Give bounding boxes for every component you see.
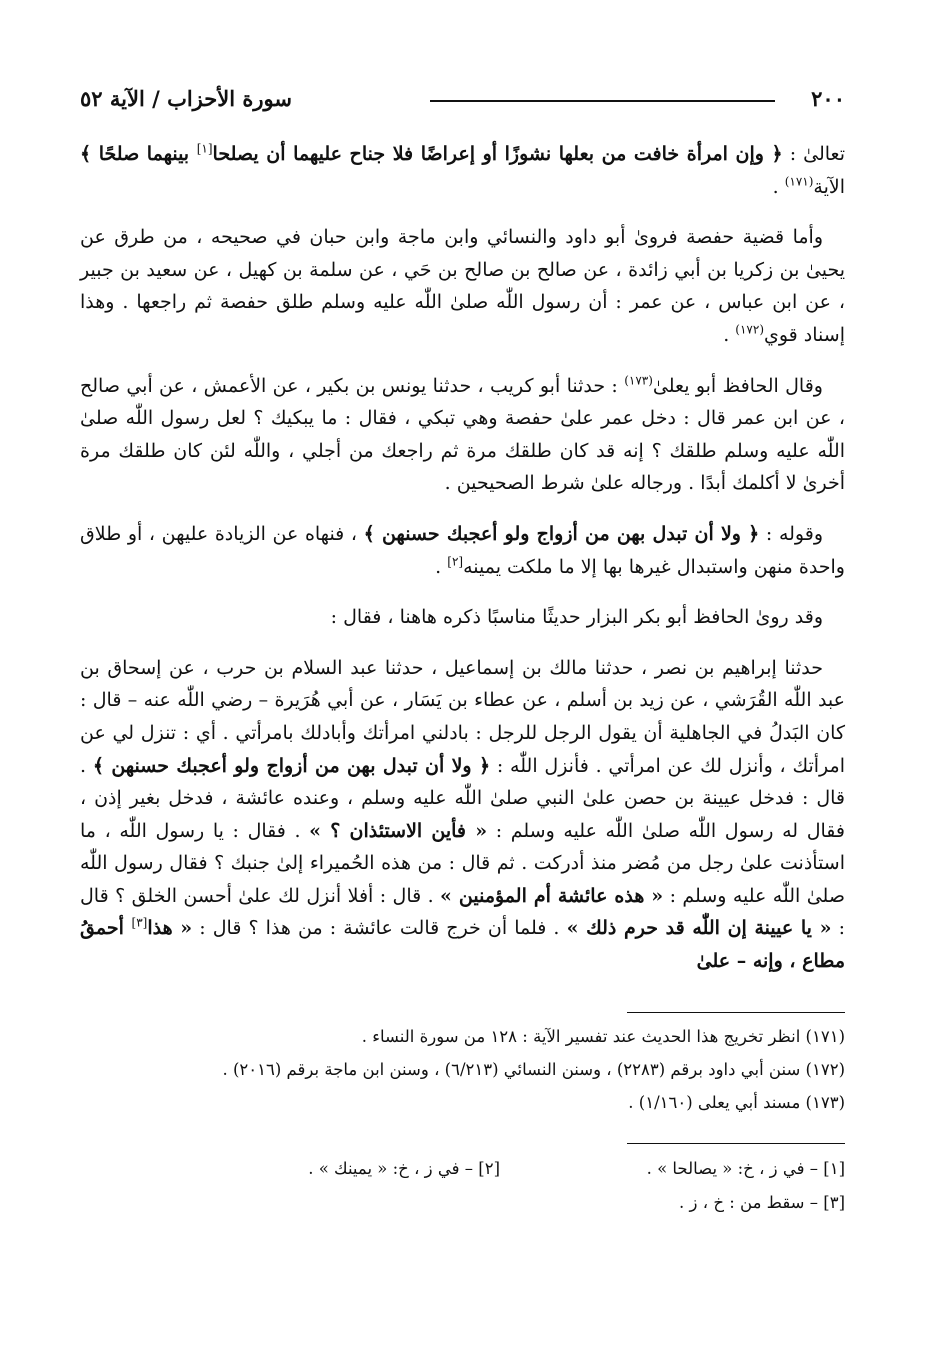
variants-separator (627, 1143, 845, 1144)
text-run: . (435, 555, 448, 578)
header-rule (430, 100, 775, 102)
variant-marker: [١] (196, 141, 213, 156)
variants-row (80, 1186, 845, 1220)
hadith-quote: أحمقُ مطاع ، وإنه – علىٰ (80, 917, 845, 973)
quran-quote: ﴿ وإن امرأة خافت من بعلها نشوزًا أو إعراضًا فلا جناح عليهما أن يصلحا (212, 143, 783, 165)
text-run: : حدثنا أبو كريب ، حدثنا يونس بن بكير ، عن الأعمش ، عن أبي صالح ، عن ابن عمر قال : دخل عمر علىٰ حفصة وهي تبكي ، فقال : ما يبكيك ؟ لعل رسول اللّٰه صلىٰ اللّٰه عليه وسلم طلقك ؟ إنه قد كان طلقك مرة ثم راجعك من أجلي ، واللّٰه لئن كان طلقك مرة أخرىٰ لا أكلمك أبدًا . ورجاله علىٰ شرط الصحيحين . (80, 374, 845, 495)
text-run: وقال الحافظ أبو يعلىٰ (652, 374, 823, 397)
text-run: تعالىٰ : (782, 143, 846, 165)
paragraph-2 (80, 221, 845, 351)
quran-quote: بينهما صلحًا ﴾ (80, 143, 197, 165)
manuscript-variants (80, 1152, 845, 1220)
text-run: ، فنهاه عن الزيادة عليهن ، أو طلاق واحدة منهن واستبدال غيرها بها إلا ما ملكت يمينه (80, 522, 845, 578)
quran-quote: ﴿ ولا أن تبدل بهن من أزواج ولو أعجبك حسنهن ﴾ (363, 522, 760, 545)
text-run: وقوله : (759, 522, 823, 545)
footnotes (80, 1020, 845, 1119)
paragraph-4 (80, 518, 845, 583)
text-run: . قال : أفلا أنزل لك علىٰ أحسن الخلق ؟ قال : (80, 884, 845, 940)
page-header (80, 72, 845, 122)
variant-1: [١] – في ز ، خ: « يصالحا » . (646, 1159, 845, 1178)
hadith-quote: « فأين الاستئذان ؟ » (309, 819, 488, 842)
variant-marker: [٣] (131, 916, 148, 931)
hadith-quote: « هذه عائشة أم المؤمنين » (440, 884, 664, 907)
footnote-marker: (١٧٣) (624, 373, 653, 388)
variant-2: [٢] – في ز ، خ: « يمينك » . (308, 1159, 500, 1178)
footnote-171: (١٧١) انظر تخريج هذا الحديث عند تفسير الآية : ١٢٨ من سورة النساء . (361, 1027, 845, 1046)
paragraph-6 (80, 652, 845, 978)
footnote-173: (١٧٣) مسند أبي يعلى (١/١٦٠) . (628, 1093, 845, 1112)
variant-marker: [٢] (447, 554, 464, 569)
hadith-quote: « هذا (147, 917, 193, 940)
text-run: . (723, 323, 736, 346)
text-run: . فقال : يا رسول اللّٰه ، ما استأذنت علىٰ رجل من مُضر منذ أدركت . ثم قال : من هذه الحُميراء إلىٰ جنبك ؟ فقال رسول اللّٰه صلىٰ اللّٰه عليه وسلم : (80, 819, 845, 907)
quran-quote: ﴿ ولا أن تبدل بهن من أزواج ولو أعجبك حسنهن ﴾ (92, 754, 491, 777)
page-number: ٢٠٠ (811, 86, 845, 111)
text-run: الآية (813, 175, 845, 198)
variants-row (80, 1152, 845, 1186)
text-run: . فلما أن خرج قالت عائشة : من هذا ؟ قال : (192, 917, 567, 940)
hadith-quote: « يا عيينة إن اللّٰه قد حرم ذلك » (566, 917, 832, 940)
running-title: سورة الأحزاب / الآية ٥٢ (80, 86, 292, 111)
paragraph-3 (80, 370, 845, 500)
text-run: حدثنا إبراهيم بن نصر ، حدثنا مالك بن إسماعيل ، حدثنا عبد السلام بن حرب ، عن إسحاق بن عبد اللّٰه القُرَشي ، عن زيد بن أسلم ، عن عطاء بن يَسَار ، عن أبي هُرَيرة – رضي اللّٰه عنه – قال : كان البَدلُ في الجاهلية أن يقول الرجل للرجل : بادلني امرأتك وأبادلك بامرأتي . أي : تنزل لي عن امرأتك ، وأنزل لك عن امرأتي . فأنزل اللّٰه : (80, 656, 845, 777)
text-run: وقد روىٰ الحافظ أبو بكر البزار حديثًا مناسبًا ذكره هاهنا ، فقال : (330, 606, 823, 629)
paragraph-1 (80, 138, 845, 203)
text-run: . (772, 175, 785, 198)
text-run: . قال : فدخل عيينة بن حصن علىٰ النبي صلىٰ اللّٰه عليه وسلم ، وعنده عائشة ، فدخل بغير إذن ، فقال له رسول اللّٰه صلىٰ اللّٰه عليه وسلم : (80, 754, 845, 842)
variant-3: [٣] – سقط من : خ ، ز . (679, 1193, 845, 1212)
footnote-separator (627, 1012, 845, 1013)
footnote-172: (١٧٢) سنن أبي داود برقم (٢٢٨٣) ، وسنن النسائي (٦/٢١٣) ، وسنن ابن ماجة برقم (٢٠١٦) . (222, 1060, 845, 1079)
footnote-marker: (١٧١) (784, 174, 814, 189)
text-run: وأما قضية حفصة فروىٰ أبو داود والنسائي وابن ماجة وابن حبان في صحيحه ، من طرق عن يحيىٰ بن زكريا بن أبي زائدة ، عن صالح بن صالح بن حَي ، عن سلمة بن كهيل ، عن سعيد بن جبير ، عن ابن عباس ، عن عمر : أن رسول اللّٰه صلىٰ اللّٰه عليه وسلم طلق حفصة ثم راجعها . وهذا إسناد قوي (80, 226, 845, 346)
paragraph-5 (80, 601, 845, 634)
footnote-marker: (١٧٢) (735, 322, 764, 337)
main-text (80, 138, 845, 996)
